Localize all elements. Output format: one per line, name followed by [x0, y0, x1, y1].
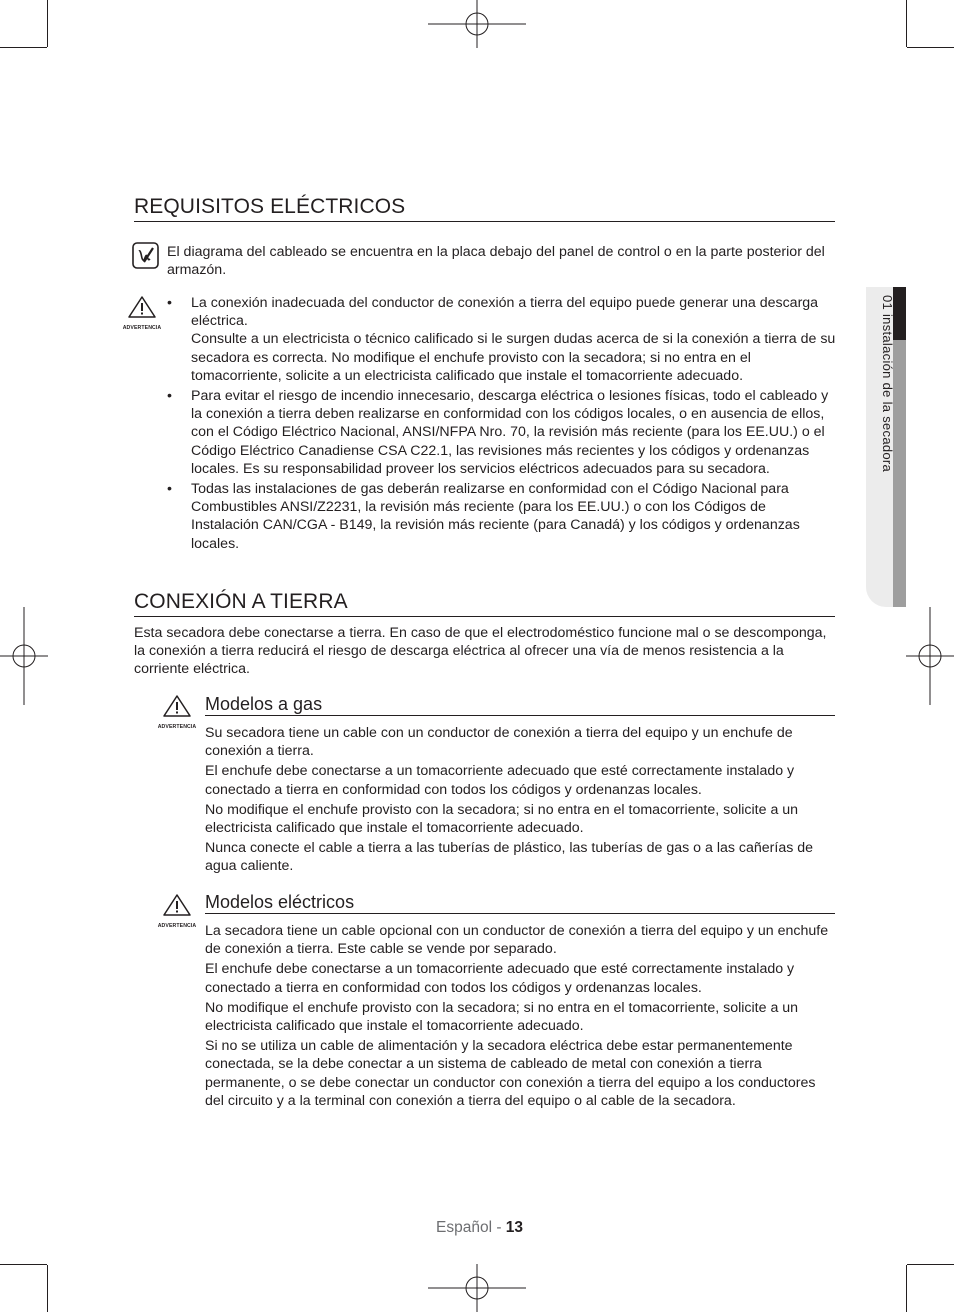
paragraph: El enchufe debe conectarse a un tomacorriente adecuado que esté correctamente instalado y conectado a tierra en conformidad con todos los códigos y ordenanzas locales.	[205, 763, 795, 798]
list-item	[167, 480, 836, 553]
section-title-requisitos: REQUISITOS ELÉCTRICOS	[134, 195, 835, 222]
bullet-text: La conexión inadecuada del conductor de conexión a tierra del equipo puede generar una descarga eléctrica.	[191, 295, 819, 330]
paragraph: No modifique el enchufe provisto con la secadora; si no entra en el tomacorriente, solicite a un electricista calificado que instale el tomacorriente adecuado.	[205, 801, 799, 837]
paragraph: La secadora tiene un cable opcional con un conductor de conexión a tierra del equipo y un enchufe de conexión a tierra. Este cable se vende por separado.	[205, 923, 829, 958]
gas-paragraphs	[205, 724, 835, 878]
warning-icon-electric	[153, 893, 201, 929]
bullet-icon: •	[167, 481, 172, 498]
registration-mark-left	[0, 607, 48, 705]
page-number: 13	[505, 1219, 524, 1236]
bullet-icon: •	[167, 388, 172, 405]
electric-paragraphs	[205, 922, 835, 1112]
subsection-title-electric: Modelos eléctricos	[205, 891, 835, 914]
bullet-icon: •	[167, 295, 172, 311]
note-text: El diagrama del cableado se encuentra en la placa debajo del panel de control o en la parte posterior del armazón.	[167, 244, 825, 279]
paragraph: Si no se utiliza un cable de alimentación y la secadora eléctrica debe estar permanentemente conectada, se la debe conectar a un sistema de cableado de metal con conexión a tierra permanente, o se debe conectar un conductor con conexión a tierra del equipo a los conductores del circuito y a la terminal con conexión a tierra del equipo o al cable de la secadora.	[205, 1038, 816, 1109]
paragraph: No modifique el enchufe provisto con la secadora; si no entra en el tomacorriente, solicite a un electricista calificado que instale el tomacorriente adecuado.	[205, 999, 799, 1035]
warning-icon-gas	[153, 694, 201, 730]
warning-label: ADVERTENCIA	[157, 724, 197, 730]
page-footer	[436, 1219, 523, 1237]
subsection-title-gas: Modelos a gas	[205, 693, 835, 716]
note-icon	[132, 242, 159, 269]
footer-language: Español -	[436, 1219, 506, 1236]
list-item	[167, 294, 836, 385]
warning-label: ADVERTENCIA	[157, 923, 197, 929]
bullet-text: Todas las instalaciones de gas deberán realizarse en conformidad con el Código Nacional para Combustibles ANSI/Z2231, la revisión más reciente (para los EE.UU.) o con los Códigos de Instalación CAN/CGA - B149, la revisión más reciente (para Canadá) y los códigos y ordenanzas locales.	[191, 481, 800, 552]
section-title-conexion: CONEXIÓN A TIERRA	[134, 590, 835, 617]
bullet-text: Para evitar el riesgo de incendio innecesario, descarga eléctrica o lesiones físicas, todo el cableado y la conexión a tierra deben realizarse en conformidad con los códigos locales, o en ausencia de ellos, con el Código Eléctrico Nacional, ANSI/NFPA Nro. 70, la revisión más reciente (para los EE.UU.) o el Código Eléctrico Canadiense CSA C22.1, las revisiones más recientes y los códigos y ordenanzas locales. Es su responsabilidad proveer los servicios eléctricos adecuados para su secadora.	[191, 388, 829, 477]
warning-triangle-icon	[162, 694, 192, 718]
warning-bullet-list	[167, 294, 836, 555]
chapter-tab-label: 01 instalación de la secadora	[880, 295, 895, 473]
paragraph: Nunca conecte el cable a tierra a las tuberías de plástico, las tuberías de gas o a las cañerías de agua caliente.	[205, 840, 814, 875]
warning-triangle-icon	[127, 295, 157, 319]
paragraph: El enchufe debe conectarse a un tomacorriente adecuado que esté correctamente instalado y conectado a tierra en conformidad con todos los códigos y ordenanzas locales.	[205, 961, 795, 996]
bullet-text-extra: Consulte a un electricista o técnico calificado si le surgen dudas acerca de si la conexión a tierra de su secadora es correcta. No modifique el enchufe provisto con la secadora; si no entra en el tomacorriente, solicite a un electricista calificado que instale el tomacorriente adecuado.	[191, 331, 836, 384]
warning-icon-section1	[118, 295, 166, 331]
warning-label: ADVERTENCIA	[122, 325, 162, 331]
registration-mark-top	[428, 0, 526, 48]
warning-triangle-icon	[162, 893, 192, 917]
registration-mark-right	[906, 607, 954, 705]
paragraph: Su secadora tiene un cable con un conductor de conexión a tierra del equipo y un enchufe de conexión a tierra.	[205, 725, 793, 760]
list-item	[167, 387, 836, 478]
grounding-intro: Esta secadora debe conectarse a tierra. En caso de que el electrodoméstico funcione mal o se descomponga, la conexión a tierra reducirá el riesgo de descarga eléctrica al ofrecer una vía de menos resistencia a la corriente eléctrica.	[134, 625, 827, 678]
registration-mark-bottom	[428, 1264, 526, 1312]
